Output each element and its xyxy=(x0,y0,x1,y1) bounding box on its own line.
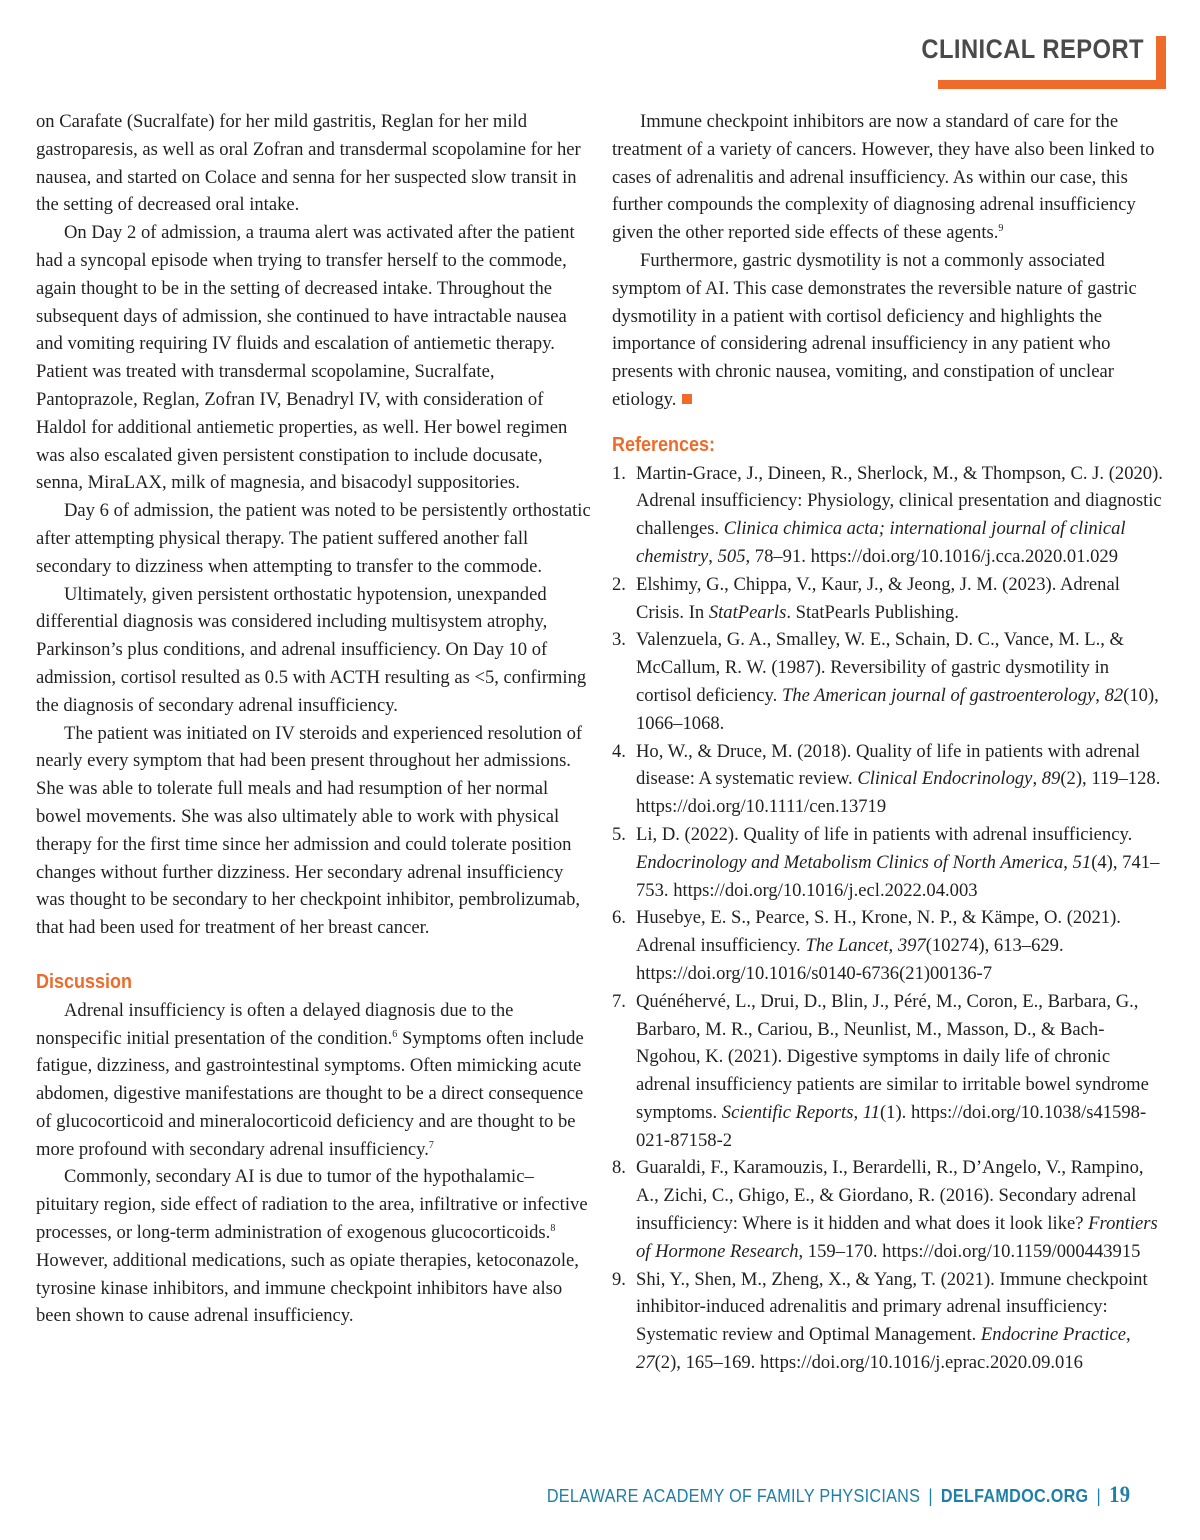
discussion-heading: Discussion xyxy=(36,970,133,993)
reference-journal: Clinical Endocrinology xyxy=(857,768,1033,790)
left-column xyxy=(36,108,592,1330)
reference-text: , 1066–1068. xyxy=(636,684,1159,734)
reference-text: . StatPearls Publishing. xyxy=(786,601,959,623)
reference-volume: 89 xyxy=(1041,768,1061,790)
body-paragraph: Ultimately, given persistent orthostatic hypotension, unexpanded differential diagnosis was considered including multisystem atrophy, Parkinson’s plus conditions, and adrenal insufficiency. On Day 10 of admission, cortisol resulted as 0.5 with ACTH resulting as <5, confirming the diagnosis of secondary adrenal insufficiency. xyxy=(36,583,587,716)
reference-number: 9. xyxy=(612,1268,626,1290)
citation-superscript: 7 xyxy=(428,1139,434,1151)
reference-issue: (2) xyxy=(1060,768,1083,790)
reference-text: Li, D. (2022). Quality of life in patients with adrenal insufficiency. xyxy=(636,823,1133,845)
reference-journal: Endocrine Practice xyxy=(980,1324,1127,1346)
reference-journal: Frontiers of Hormone Research xyxy=(636,1213,1158,1262)
page-footer xyxy=(546,1482,1130,1508)
body-paragraph: Day 6 of admission, the patient was noted to be persistently orthostatic after attempting physical therapy. The patient suffered another fall secondary to dizziness when attempting to transfer to the commode. xyxy=(36,500,591,577)
reference-text: , 119–128. https://doi.org/10.1111/cen.13719 xyxy=(636,768,1161,818)
reference-issue: (1) xyxy=(879,1101,902,1123)
reference-text: Ho, W., & Druce, M. (2018). Quality of life in patients with adrenal disease: A systematic review. xyxy=(636,740,1140,790)
end-of-article-mark xyxy=(682,394,692,404)
reference-text: , 741–753. https://doi.org/10.1016/j.ecl.2022.04.003 xyxy=(636,851,1160,901)
reference-text: Shi, Y., Shen, M., Zheng, X., & Yang, T. (2021). Immune checkpoint inhibitor-induced adrenalitis and primary adrenal insufficiency: Systematic review and Optimal Management. xyxy=(636,1268,1148,1346)
reference-number: 8. xyxy=(612,1157,626,1179)
page-number: 19 xyxy=(1108,1482,1130,1507)
reference-number: 7. xyxy=(612,990,626,1012)
footer-separator: | xyxy=(1096,1486,1101,1506)
reference-separator: , xyxy=(1063,851,1073,873)
references-heading: References: xyxy=(612,433,716,456)
reference-journal: Clinica chimica acta; international journal of clinical chemistry xyxy=(636,518,1126,567)
body-paragraph: On Day 2 of admission, a trauma alert was activated after the patient had a syncopal episode when trying to transfer herself to the commode, again thought to be in the setting of decreased intake. Throughout the subsequent days of admission, she continued to have intractable nausea and vomiting requiring IV fluids and escalation of antiemetic therapy. Patient was treated with transdermal scopolamine, Sucralfate, Pantoprazole, Reglan, Zofran IV, Benadryl IV, with consideration of Haldol for additional antiemetic properties, as well. Her bowel regimen was also escalated given persistent constipation to include docusate, senna, MiraLAX, milk of magnesia, and bisacodyl suppositories. xyxy=(36,222,575,494)
reference-text: , 613–629. https://doi.org/10.1016/s0140-6736(21)00136-7 xyxy=(636,935,1064,984)
reference-text: Martin-Grace, J., Dineen, R., Sherlock, M., & Thompson, C. J. (2020). Adrenal insufficiency: Physiology, clinical presentation and diagnostic challenges. xyxy=(636,462,1163,540)
discussion-text: Adrenal insufficiency is often a delayed diagnosis due to the nonspecific initial presentation of the condition. xyxy=(36,999,514,1049)
body-text: Immune checkpoint inhibitors are now a standard of care for the treatment of a variety of cancers. However, they have also been linked to cases of adrenalitis and adrenal insufficiency. As within our case, this further compounds the complexity of diagnosing adrenal insufficiency given the other reported side effects of these agents. xyxy=(612,111,1155,244)
reference-item xyxy=(612,988,1168,1155)
footer-org: DELAWARE ACADEMY OF FAMILY PHYSICIANS xyxy=(546,1486,920,1506)
header-accent-rule xyxy=(938,80,1166,89)
reference-journal: Scientific Reports xyxy=(721,1101,854,1123)
reference-item xyxy=(612,1266,1168,1377)
reference-number: 4. xyxy=(612,740,626,762)
reference-body xyxy=(636,1154,1168,1265)
reference-separator: , xyxy=(888,935,898,957)
reference-item xyxy=(612,571,1168,627)
citation-superscript: 8 xyxy=(550,1223,556,1235)
reference-volume: 505 xyxy=(717,545,746,567)
reference-text: , 159–170. https://doi.org/10.1159/000443915 xyxy=(798,1240,1141,1262)
discussion-text: However, additional medications, such as opiate therapies, ketoconazole, tyrosine kinase inhibitors, and immune checkpoint inhibitors have also been shown to cause adrenal insufficiency. xyxy=(36,1249,579,1327)
reference-journal: The American journal of gastroenterology xyxy=(781,684,1096,706)
reference-text: . https://doi.org/10.1038/s41598-021-87158-2 xyxy=(636,1101,1147,1151)
reference-volume: 11 xyxy=(862,1101,880,1123)
body-paragraph: on Carafate (Sucralfate) for her mild gastritis, Reglan for her mild gastroparesis, as well as oral Zofran and transdermal scopolamine for her nausea, and started on Colace and senna for her suspected slow transit in the setting of decreased oral intake. xyxy=(36,111,581,216)
reference-issue: (4) xyxy=(1091,851,1113,873)
reference-text: , 165–169. https://doi.org/10.1016/j.eprac.2020.09.016 xyxy=(676,1352,1083,1374)
reference-body xyxy=(636,988,1168,1155)
reference-item xyxy=(612,904,1168,987)
reference-body xyxy=(636,1266,1168,1377)
body-paragraph: The patient was initiated on IV steroids and experienced resolution of nearly every symptom that had been present throughout her admissions. She was able to tolerate full meals and had resumption of her normal bowel movements. She was also ultimately able to work with physical therapy for the first time since her admission and could tolerate position changes without further dizziness. Her secondary adrenal insufficiency was thought to be secondary to her checkpoint inhibitor, pembrolizumab, that had been used for treatment of her breast cancer. xyxy=(36,722,583,939)
body-text: Furthermore, gastric dysmotility is not a commonly associated symptom of AI. This case demonstrates the reversible nature of gastric dysmotility in a patient with cortisol deficiency and highlights the importance of considering adrenal insufficiency in any patient who presents with chronic nausea, vomiting, and constipation of unclear etiology. xyxy=(612,249,1137,410)
reference-item xyxy=(612,821,1168,904)
reference-volume: 397 xyxy=(897,935,926,957)
reference-number: 5. xyxy=(612,823,626,845)
body-paragraph xyxy=(612,247,1168,414)
discussion-text: Symptoms often include fatigue, dizziness, and gastrointestinal symptoms. Often mimicking acute abdomen, digestive manifestations are thought to be a direct consequence of glucocorticoid and mineralocorticoid deficiency and are thought to be more profound with secondary adrenal insufficiency. xyxy=(36,1027,584,1160)
reference-volume: 51 xyxy=(1072,851,1092,873)
reference-text: Elshimy, G., Chippa, V., Kaur, J., & Jeong, J. M. (2023). Adrenal Crisis. In xyxy=(636,573,1120,623)
discussion-text: Commonly, secondary AI is due to tumor of the hypothalamic–pituitary region, side effect of radiation to the area, infiltrative or infective processes, or long-term administration of exogenous glucocorticoids. xyxy=(36,1166,588,1244)
reference-body xyxy=(636,571,1168,627)
reference-text: Valenzuela, G. A., Smalley, W. E., Schain, D. C., Vance, M. L., & McCallum, R. W. (1987). Reversibility of gastric dysmotility in cortisol deficiency. xyxy=(636,629,1125,706)
reference-body xyxy=(636,738,1168,821)
reference-journal: Endocrinology and Metabolism Clinics of North America xyxy=(636,851,1064,873)
reference-issue: (2) xyxy=(654,1352,677,1374)
section-label: CLINICAL REPORT xyxy=(921,34,1144,64)
reference-number: 1. xyxy=(612,462,626,484)
reference-text: Guaraldi, F., Karamouzis, I., Berardelli, R., D’Angelo, V., Rampino, A., Zichi, C., Ghigo, E., & Giordano, R. (2016). Secondary adrenal insufficiency: Where is it hidden and what does it look like? xyxy=(636,1157,1144,1235)
reference-body xyxy=(636,460,1168,571)
footer-site-link[interactable]: DELFAMDOC.ORG xyxy=(940,1486,1089,1506)
citation-superscript: 9 xyxy=(998,223,1004,235)
footer-separator: | xyxy=(927,1486,933,1506)
reference-separator: , xyxy=(1032,768,1042,790)
reference-issue: (10) xyxy=(1123,684,1155,706)
discussion-paragraph xyxy=(36,997,592,1164)
references-list xyxy=(612,460,1168,1377)
reference-text: Husebye, E. S., Pearce, S. H., Krone, N. P., & Kämpe, O. (2021). Adrenal insufficiency. xyxy=(636,907,1121,957)
reference-body xyxy=(636,904,1168,987)
reference-body xyxy=(636,626,1168,737)
citation-superscript: 6 xyxy=(392,1028,398,1040)
discussion-paragraph xyxy=(36,1163,592,1330)
right-column xyxy=(612,108,1168,1377)
reference-volume: 82 xyxy=(1104,684,1124,706)
reference-item xyxy=(612,738,1168,821)
reference-separator: , xyxy=(708,545,718,567)
reference-item xyxy=(612,626,1168,737)
reference-number: 2. xyxy=(612,573,626,595)
reference-text: Quénéhervé, L., Drui, D., Blin, J., Péré, M., Coron, E., Barbara, G., Barbaro, M. R., Cariou, B., Neunlist, M., Masson, D., & Bach-Ngohou, K. (2021). Digestive symptoms in daily life of chronic adrenal insufficiency patients are similar to irritable bowel syndrome symptoms. xyxy=(636,990,1149,1123)
body-paragraph xyxy=(612,108,1168,247)
reference-issue: (10274) xyxy=(925,935,985,957)
reference-separator: , xyxy=(1126,1324,1131,1346)
reference-journal: The Lancet xyxy=(805,935,889,957)
reference-separator: , xyxy=(853,1101,863,1123)
reference-item xyxy=(612,1154,1168,1265)
reference-text: , 78–91. https://doi.org/10.1016/j.cca.2020.01.029 xyxy=(745,545,1119,567)
reference-journal: StatPearls xyxy=(708,601,787,623)
reference-number: 3. xyxy=(612,629,626,651)
reference-volume: 27 xyxy=(636,1352,655,1374)
reference-separator: , xyxy=(1095,684,1105,706)
reference-item xyxy=(612,460,1168,571)
reference-body xyxy=(636,821,1168,904)
reference-number: 6. xyxy=(612,907,626,929)
